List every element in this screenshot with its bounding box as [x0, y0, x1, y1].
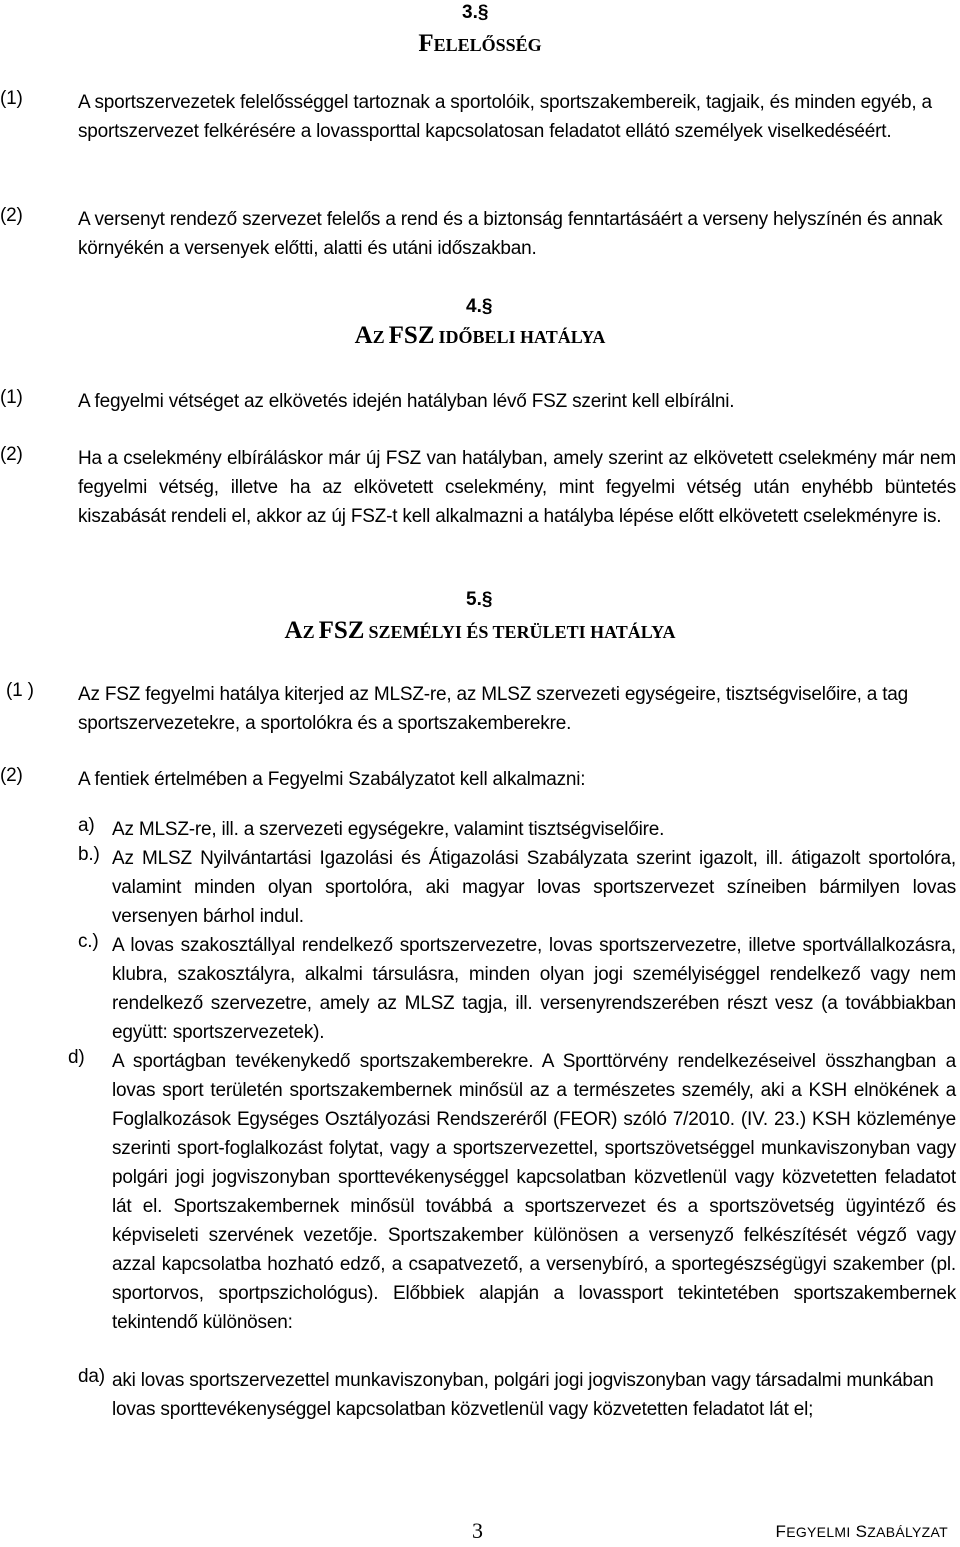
section-number-text: 3.: [462, 2, 478, 23]
section-5-para-2-text: A fentiek értelmében a Fegyelmi Szabályzatot kell alkalmazni:: [78, 769, 586, 790]
paragraph-symbol: §: [481, 589, 493, 610]
list-item-d-label: d): [68, 1047, 85, 1068]
title-rest: IDŐBELI HATÁLYA: [438, 327, 606, 347]
list-item-b-label: b.): [78, 844, 100, 865]
section-5-number: [466, 589, 492, 611]
section-4-para-1-text: A fegyelmi vétséget az elkövetés idején hatályban lévő FSZ szerint kell elbírálni.: [78, 391, 735, 412]
section-number-text: 5.: [466, 589, 482, 610]
section-5-para-1-number: (1 ): [6, 680, 34, 701]
section-4-para-2-text: Ha a cselekmény elbíráláskor már új FSZ van hatályban, amely szerint az elkövetett cselekmény már nem fegyelmi vétség, illetve ha az elkövetett cselekmény, mint fegyelmi vétség után enyhébb büntetés kiszabását rendeli el, akkor az új FSZ-t kell alkalmazni a hatályba lépése előtt elkövetett cselekményre is.: [78, 448, 956, 527]
title-fsz: FSZ: [318, 617, 365, 644]
section-3-title: [0, 30, 960, 58]
section-5-para-1-text: Az FSZ fegyelmi hatálya kiterjed az MLSZ-re, az MLSZ szervezeti egységeire, tisztségviselőire, a tag sportszervezetekre, a sportolókra és a sportszakemberekre.: [78, 684, 909, 734]
section-number-text: 4.: [466, 296, 482, 317]
section-3-para-1-number: (1): [0, 88, 23, 109]
footer-word-egyelmi: EGYELMI: [786, 1524, 851, 1540]
list-item-a-label: a): [78, 815, 95, 836]
title-initial: A: [354, 322, 373, 349]
list-item-d-text: A sportágban tevékenykedő sportszakemberekre. A Sporttörvény rendelkezéseivel összhangban a lovas sport területén sportszakembernek minősül az a természetes személy, aki a KSH elnökének a Foglalkozások Egységes Osztályozási Rendszeréről (FEOR) szóló 7/2010. (IV. 23.) KSH közleménye szerinti sport-foglalkozást folytat, vagy a sportszervezettel, sportszövetséggel munkaviszonyban vagy polgári jogi jogviszonyban sporttevékenységgel kapcsolatban közvetlenül vagy közvetetten feladatot lát el. Sportszakembernek minősül továbbá a sportszervezet és a sportszövetség ügyintéző és képviseleti szervének vezetője. Sportszakember különösen a versenyző felkészítését végző vagy azzal kapcsolatba hozható edző, a csapatvezető, a versenybíró, a sportegészségügyi szakember (pl. sportorvos, sportpszichológus). Előbbiek alapján a lovassport tekintetében sportszakembernek tekintendő különösen:: [112, 1051, 956, 1333]
list-item-a-text: Az MLSZ-re, ill. a szervezeti egységekre, valamint tisztségviselőire.: [112, 819, 665, 840]
section-4-para-1-number: (1): [0, 387, 23, 408]
section-3-para-2-text: A versenyt rendező szervezet felelős a rend és a biztonság fenntartásáért a verseny helyszínén és annak környékén a versenyek előtti, alatti és utáni időszakban.: [78, 209, 943, 259]
list-item-c-text: A lovas szakosztállyal rendelkező sportszervezetre, lovas sportszervezetre, illetve sportvállalkozásra, klubra, szakosztályra, alkalmi társulásra, minden olyan jogi személyiséggel rendelkező vagy nem rendelkező szervezetre, amely az MLSZ tagja, ill. versenyrendszerében részt vesz (a továbbiakban együtt: sportszervezetek).: [112, 935, 956, 1043]
list-item-da-label: da): [78, 1366, 105, 1387]
title-rest: ELELŐSSÉG: [433, 35, 542, 55]
title-z: Z: [372, 327, 385, 347]
page-number: 3: [472, 1518, 483, 1543]
section-5-para-2-number: (2): [0, 765, 23, 786]
footer-word-zabalyzat: ZABÁLYZAT: [867, 1524, 948, 1540]
section-4-para-2-number: (2): [0, 444, 23, 465]
paragraph-symbol: §: [481, 296, 493, 317]
footer-initial-s: S: [855, 1522, 868, 1541]
title-initial: F: [418, 30, 434, 57]
footer-document-title: [776, 1522, 948, 1542]
section-4-number: [466, 296, 492, 318]
footer-initial-f: F: [775, 1522, 787, 1541]
title-rest: SZEMÉLYI ÉS TERÜLETI HATÁLYA: [368, 622, 676, 642]
paragraph-symbol: §: [477, 2, 489, 23]
section-3-para-1-text: A sportszervezetek felelősséggel tartoznak a sportolóik, sportszakembereik, tagjaik, és minden egyéb, a sportszervezet felkérésére a lovassporttal kapcsolatosan feladatot ellátó személyek viselkedéséért.: [78, 92, 932, 142]
section-5-title: [0, 617, 960, 645]
section-3-number: [462, 2, 488, 24]
section-4-title: [0, 322, 960, 350]
title-initial: A: [284, 617, 303, 644]
list-item-b-text: Az MLSZ Nyilvántartási Igazolási és Átigazolási Szabályzata szerint igazolt, ill. átigazolt sportolóra, valamint minden olyan sportolóra, aki magyar lovas sportszervezet színeiben bármilyen lovas versenyen bárhol indul.: [112, 848, 956, 927]
list-item-c-label: c.): [78, 931, 99, 952]
title-fsz: FSZ: [388, 322, 435, 349]
list-item-da-text: aki lovas sportszervezettel munkaviszonyban, polgári jogi jogviszonyban vagy társadalmi munkában lovas sporttevékenységgel kapcsolatban közvetlenül vagy közvetetten feladatot lát el;: [112, 1370, 934, 1420]
title-z: Z: [302, 622, 315, 642]
section-3-para-2-number: (2): [0, 205, 23, 226]
